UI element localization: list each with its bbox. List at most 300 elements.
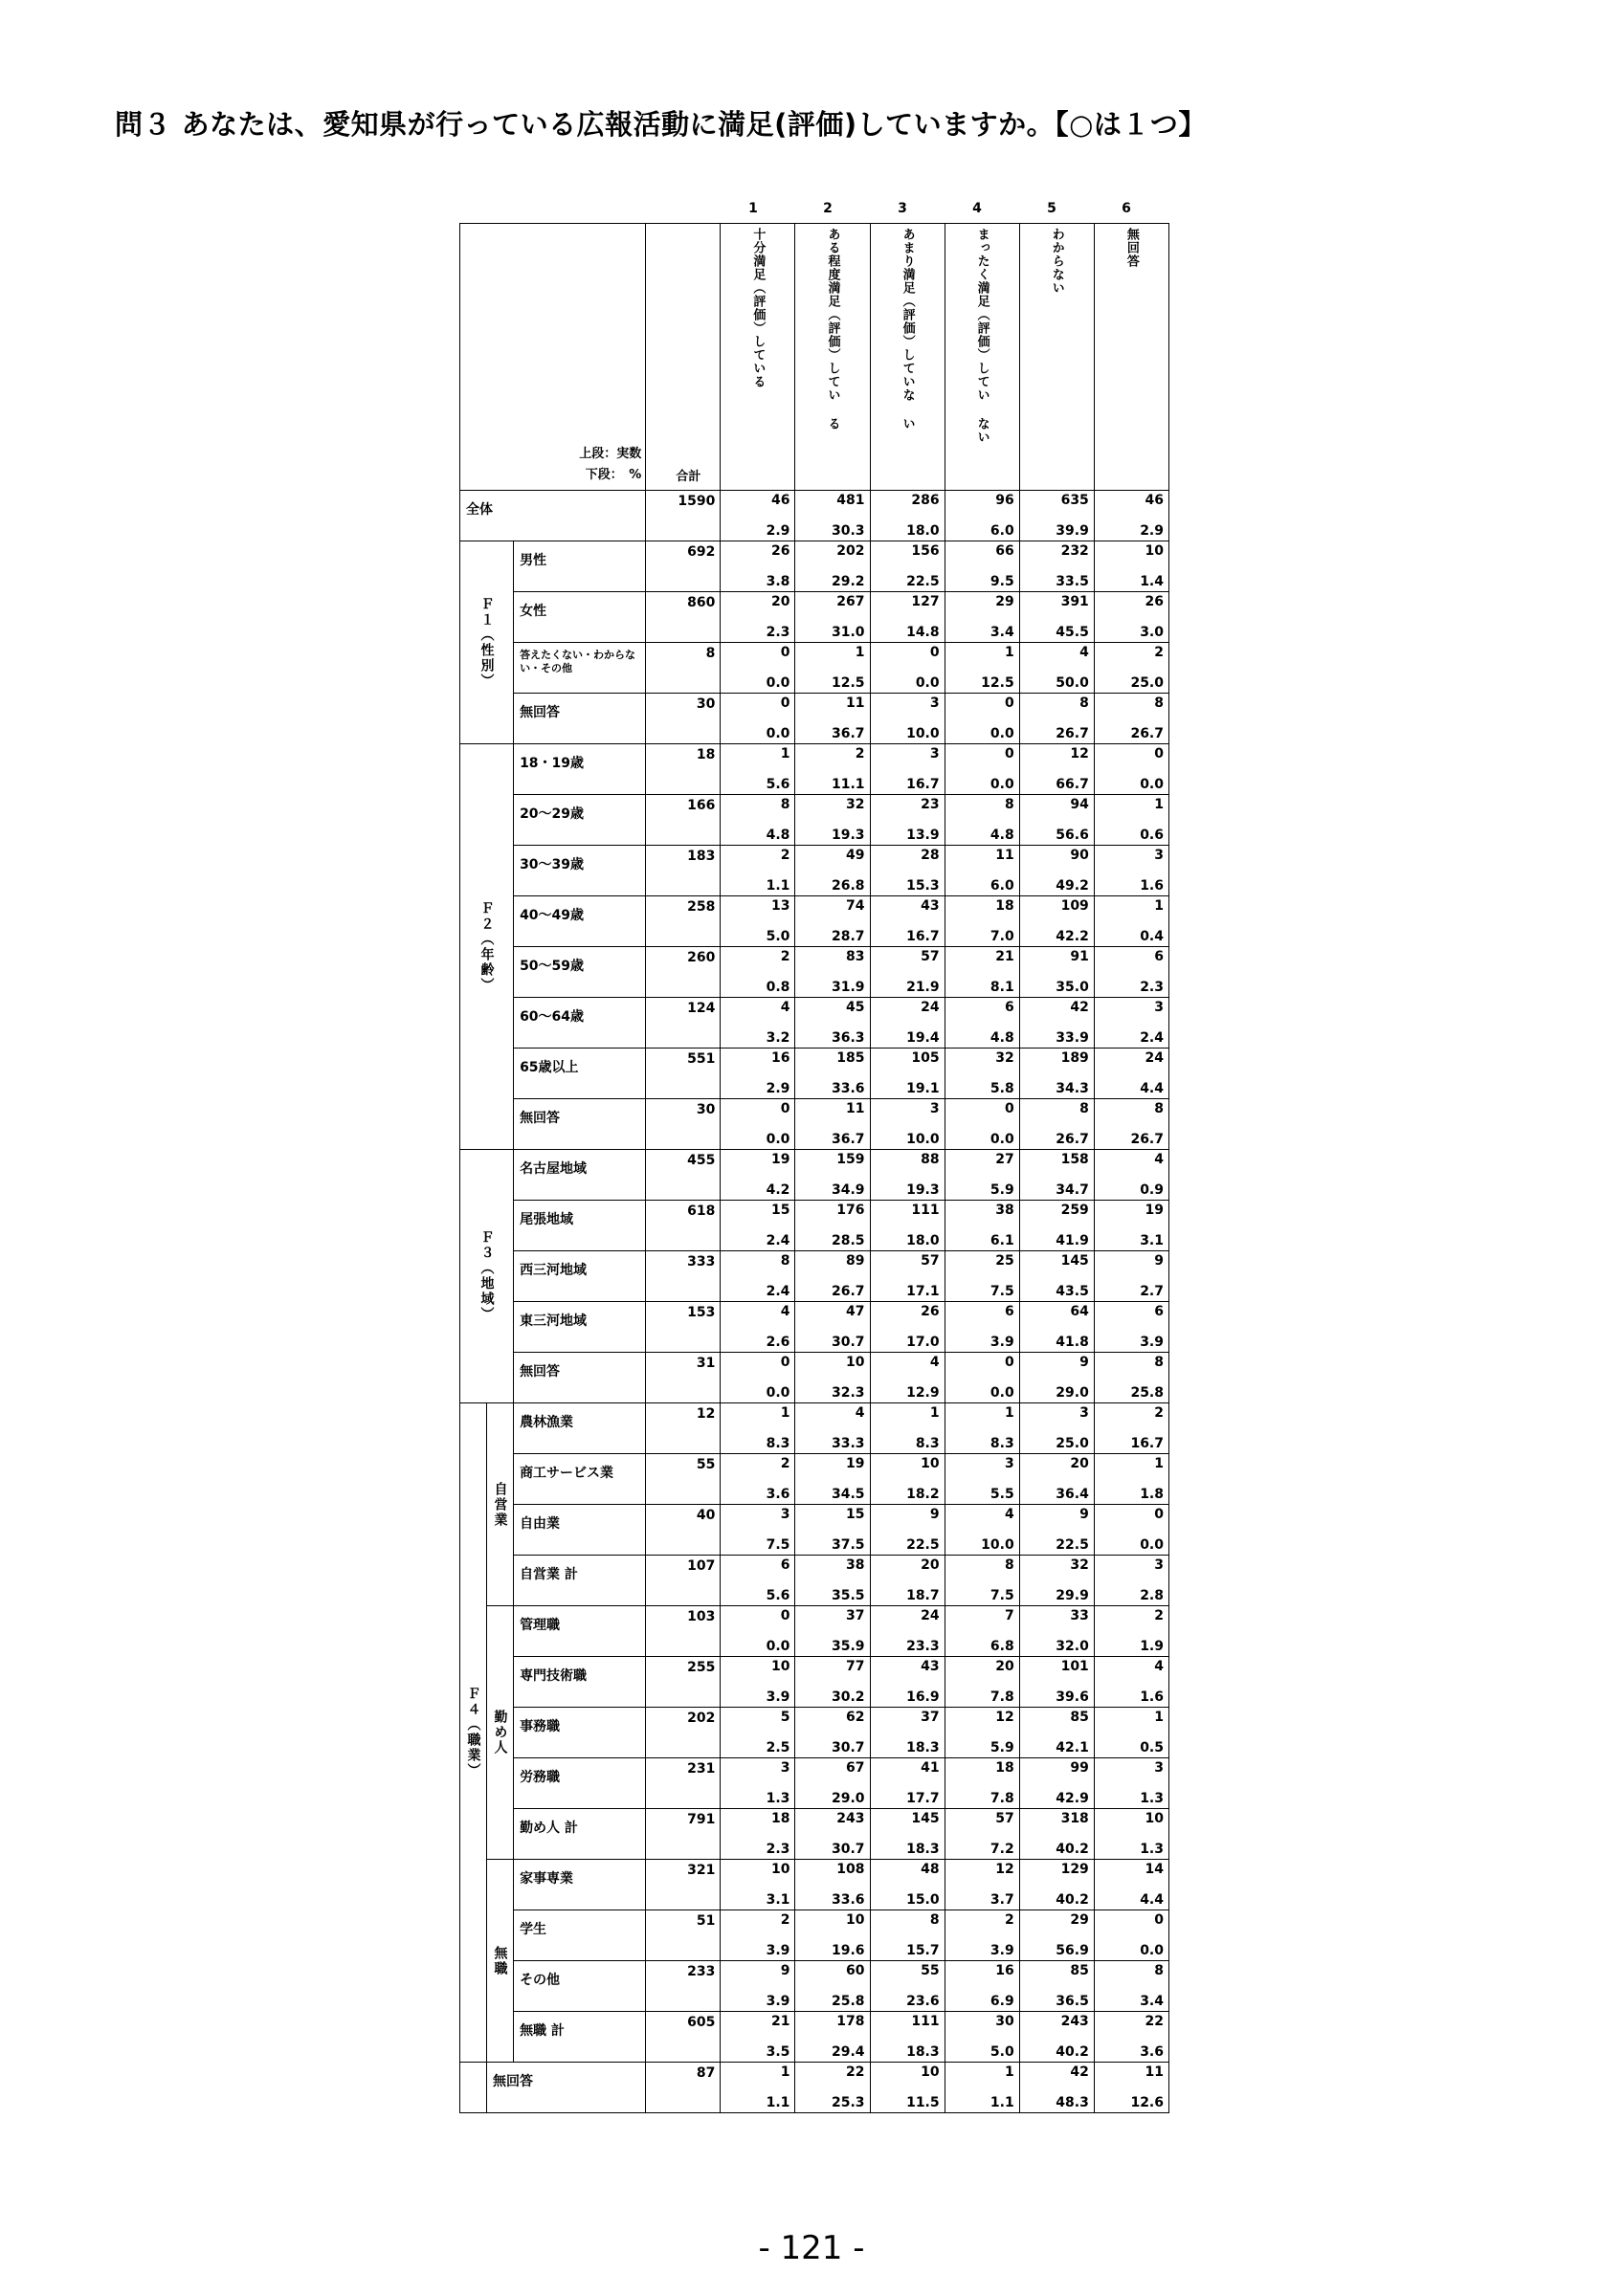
table-row [460,1556,1169,1606]
pct-value: 36.4 [1056,1487,1089,1502]
count-value: 74 [846,898,865,914]
row-label: 65歳以上 [520,1060,579,1075]
value-cell [1019,694,1094,744]
total-value: 791 [687,1812,716,1827]
total-cell [646,896,721,947]
count-value: 243 [1060,2014,1089,2029]
row-label: その他 [520,1973,561,1988]
pct-value: 3.9 [989,1943,1014,1958]
count-value: 1 [855,645,865,660]
pct-value: 18.2 [906,1487,940,1502]
count-value: 8 [1154,1101,1164,1116]
value-cell [945,541,1019,592]
value-pair [795,744,869,794]
count-value: 4 [1079,645,1089,660]
value-pair [1020,1910,1094,1960]
value-cell [795,491,870,541]
count-value: 4 [1004,1507,1014,1522]
value-pair [945,1049,1019,1098]
table-row [460,2012,1169,2063]
count-value: 11 [846,1101,865,1116]
total-value: 55 [696,1457,716,1472]
count-value: 202 [836,543,865,559]
pct-value: 8.3 [915,1436,940,1451]
count-value: 4 [780,1304,790,1319]
pct-value: 3.9 [766,1994,790,2009]
value-cell [945,1251,1019,1302]
count-value: 27 [995,1152,1014,1167]
group-label: Ｆ４（職業） [465,1687,481,1778]
count-value: 26 [921,1304,940,1319]
count-value: 11 [1145,2064,1164,2080]
pct-value: 31.0 [831,625,865,640]
value-cell [795,643,870,694]
table-row [460,1657,1169,1708]
value-cell [870,1758,945,1809]
count-value: 2 [780,1912,790,1928]
value-pair [1095,1099,1168,1149]
value-cell [870,1910,945,1961]
row-label-cell [514,541,646,592]
pct-value: 18.3 [906,1740,940,1755]
pct-value: 5.9 [989,1182,1014,1198]
row-label: 60～64歳 [520,1009,585,1025]
pct-value: 1.9 [1140,1639,1164,1654]
row-label-cell [514,1860,646,1910]
value-pair [945,1910,1019,1960]
row-label: 尾張地域 [520,1212,574,1227]
count-value: 20 [921,1557,940,1573]
value-cell [795,1961,870,2012]
value-cell [1019,1505,1094,1556]
count-value: 37 [846,1608,865,1623]
value-pair [721,2012,794,2062]
pct-value: 29.4 [831,2044,865,2060]
value-cell [795,2012,870,2063]
count-value: 49 [846,848,865,863]
value-pair [795,1454,869,1504]
value-cell [1019,947,1094,998]
pct-value: 22.5 [1056,1537,1089,1553]
pct-value: 3.1 [766,1892,790,1908]
pct-value: 25.0 [1130,675,1164,691]
pct-value: 31.9 [831,980,865,995]
pct-value: 10.0 [906,1132,940,1147]
value-cell [1094,896,1168,947]
group-label-cell [487,1403,514,1606]
pct-value: 22.5 [906,574,940,589]
pct-value: 0.0 [989,1132,1014,1147]
pct-value: 8.1 [989,980,1014,995]
header-total-cell [646,224,721,491]
pct-value: 17.0 [906,1335,940,1350]
table-row [460,1758,1169,1809]
value-pair [945,744,1019,794]
count-value: 10 [846,1355,865,1370]
value-cell [795,795,870,846]
count-value: 21 [995,949,1014,964]
count-value: 6 [1154,1304,1164,1319]
value-cell [945,795,1019,846]
pct-value: 18.3 [906,2044,940,2060]
count-value: 24 [921,1608,940,1623]
category-label: 十分満足（評価）している [750,228,766,388]
value-cell [870,1099,945,1150]
total-value: 12 [696,1406,716,1422]
value-pair [871,541,945,591]
value-cell [870,491,945,541]
value-pair [1095,1049,1168,1098]
value-cell [870,643,945,694]
total-cell [646,1758,721,1809]
value-cell [1094,1353,1168,1403]
count-value: 1 [1004,2064,1014,2080]
value-pair [795,1099,869,1149]
total-cell [646,1809,721,1860]
value-cell [1019,1860,1094,1910]
pct-value: 3.9 [766,1943,790,1958]
page-number: - 121 - [758,2229,865,2267]
value-pair [871,1758,945,1808]
pct-value: 0.5 [1140,1740,1164,1755]
count-value: 129 [1060,1862,1089,1877]
value-pair [945,1403,1019,1453]
value-cell [795,592,870,643]
value-pair [1020,694,1094,743]
count-value: 635 [1060,493,1089,508]
value-pair [945,1961,1019,2011]
total-value: 455 [687,1153,716,1168]
count-value: 26 [1145,594,1164,609]
row-label-cell [514,694,646,744]
value-pair [945,2012,1019,2062]
count-value: 20 [770,594,790,609]
value-pair [871,1860,945,1910]
group-label: 無職 [492,1945,508,1976]
count-value: 318 [1060,1811,1089,1826]
value-cell [1094,1302,1168,1353]
pct-value: 40.2 [1056,1842,1089,1857]
value-pair [795,1505,869,1555]
pct-value: 9.5 [989,574,1014,589]
count-value: 8 [1154,695,1164,711]
total-cell [646,694,721,744]
total-cell [646,1099,721,1150]
pct-value: 11.1 [831,777,865,792]
pct-value: 17.1 [906,1284,940,1299]
value-pair [871,592,945,642]
pct-value: 25.8 [831,1994,865,2009]
pct-value: 10.0 [981,1537,1014,1553]
value-cell [795,846,870,896]
pct-value: 0.9 [1140,1182,1164,1198]
value-pair [945,1302,1019,1352]
count-value: 1 [1154,898,1164,914]
value-cell [795,1302,870,1353]
total-value: 1590 [678,494,716,509]
value-cell [721,896,795,947]
count-value: 60 [846,1963,865,1978]
value-pair [795,643,869,693]
value-cell [870,1708,945,1758]
count-value: 3 [1004,1456,1014,1471]
pct-value: 5.9 [989,1740,1014,1755]
value-pair [1020,795,1094,845]
value-cell [945,1150,1019,1201]
total-value: 124 [687,1001,716,1016]
pct-value: 30.7 [831,1842,865,1857]
value-pair [721,1099,794,1149]
value-pair [1095,846,1168,895]
category-label: わからない [1049,228,1064,295]
row-label-cell [514,998,646,1049]
row-label: 答えたくない・わからない・その他 [520,649,636,674]
pct-value: 4.8 [766,828,790,843]
value-cell [795,947,870,998]
count-value: 5 [780,1710,790,1725]
value-pair [871,1606,945,1656]
count-value: 10 [921,2064,940,2080]
pct-value: 26.7 [831,1284,865,1299]
pct-value: 3.4 [1140,1994,1164,2009]
pct-value: 0.0 [915,675,940,691]
row-label: 40～49歳 [520,908,585,923]
value-pair [1095,1910,1168,1960]
count-value: 145 [911,1811,940,1826]
count-value: 29 [995,594,1014,609]
value-pair [721,846,794,895]
value-pair [795,1049,869,1098]
value-cell [1094,1251,1168,1302]
table-row [460,491,1169,541]
row-label: 20～29歳 [520,806,585,822]
pct-value: 5.8 [989,1081,1014,1096]
value-pair [871,1403,945,1453]
pct-value: 36.7 [831,1132,865,1147]
pct-value: 35.9 [831,1639,865,1654]
table-row [460,1860,1169,1910]
pct-value: 15.3 [906,878,940,894]
total-value: 860 [687,595,716,610]
pct-value: 2.3 [1140,980,1164,995]
value-pair [871,1505,945,1555]
row-label: 男性 [520,553,547,568]
value-cell [1019,1606,1094,1657]
pct-value: 1.1 [766,2095,790,2110]
question-title: 問３ あなたは、愛知県が行っている広報活動に満足(評価)していますか。【○は１つ】 [115,108,1207,141]
row-label: 農林漁業 [520,1415,574,1430]
pct-value: 0.4 [1140,929,1164,944]
count-value: 0 [780,1355,790,1370]
count-value: 38 [846,1557,865,1573]
value-pair [795,694,869,743]
pct-value: 5.5 [989,1487,1014,1502]
value-pair [721,1353,794,1402]
total-cell [646,1606,721,1657]
total-value: 87 [696,2065,716,2081]
count-value: 10 [1145,1811,1164,1826]
total-value: 321 [687,1863,716,1878]
value-cell [1094,2063,1168,2113]
value-pair [1095,1961,1168,2011]
pct-value: 7.8 [989,1689,1014,1705]
value-cell [1019,2063,1094,2113]
value-pair [1095,541,1168,591]
count-value: 3 [780,1507,790,1522]
value-cell [870,1251,945,1302]
count-value: 77 [846,1659,865,1674]
count-value: 20 [995,1659,1014,1674]
pct-value: 35.5 [831,1588,865,1603]
pct-value: 18.0 [906,1233,940,1248]
value-pair [945,1758,1019,1808]
value-cell [945,491,1019,541]
value-pair [1020,541,1094,591]
pct-value: 26.7 [1056,726,1089,741]
row-label-cell [487,2063,646,2113]
row-label-cell [460,491,646,541]
pct-value: 0.0 [766,1132,790,1147]
count-value: 4 [1154,1659,1164,1674]
total-cell [646,1302,721,1353]
count-value: 8 [1004,1557,1014,1573]
value-cell [721,1910,795,1961]
row-label-cell [514,1758,646,1809]
count-value: 33 [1070,1608,1089,1623]
count-value: 15 [846,1507,865,1522]
value-pair [945,998,1019,1048]
value-pair [871,947,945,997]
value-cell [945,694,1019,744]
count-value: 481 [836,493,865,508]
table-row [460,1454,1169,1505]
count-value: 24 [1145,1050,1164,1066]
total-cell [646,2012,721,2063]
count-value: 12 [1070,746,1089,762]
row-label-cell [514,1099,646,1150]
count-value: 1 [1004,645,1014,660]
table-row [460,1099,1169,1150]
value-cell [1019,1201,1094,1251]
pct-value: 56.6 [1056,828,1089,843]
pct-value: 3.9 [766,1689,790,1705]
count-value: 8 [1154,1963,1164,1978]
header-label-cell [460,224,646,491]
value-pair [945,1606,1019,1656]
value-cell [1019,795,1094,846]
count-value: 243 [836,1811,865,1826]
pct-value: 19.6 [831,1943,865,1958]
row-label: 家事専業 [520,1871,574,1887]
count-value: 156 [911,543,940,559]
value-pair [1020,1454,1094,1504]
value-pair [945,1556,1019,1605]
pct-value: 4.8 [989,828,1014,843]
count-value: 88 [921,1152,940,1167]
value-pair [1095,1403,1168,1453]
count-value: 91 [1070,949,1089,964]
pct-value: 7.8 [989,1791,1014,1806]
total-value: 103 [687,1609,716,1624]
value-pair [871,1201,945,1250]
value-pair [795,896,869,946]
count-value: 0 [1004,746,1014,762]
count-value: 2 [1154,645,1164,660]
total-cell [646,491,721,541]
count-value: 55 [921,1963,940,1978]
value-cell [1094,592,1168,643]
pct-value: 30.2 [831,1689,865,1705]
value-pair [871,1099,945,1149]
value-cell [1019,744,1094,795]
pct-value: 18.0 [906,523,940,539]
value-cell [721,491,795,541]
pct-value: 30.7 [831,1335,865,1350]
value-cell [1094,694,1168,744]
value-cell [1019,643,1094,694]
value-cell [1094,2012,1168,2063]
pct-value: 34.7 [1056,1182,1089,1198]
value-pair [795,1657,869,1707]
table-row [460,1353,1169,1403]
count-value: 0 [1154,746,1164,762]
value-cell [795,1809,870,1860]
value-pair [1095,998,1168,1048]
count-value: 3 [929,1101,940,1116]
value-pair [1020,1809,1094,1859]
value-cell [870,1556,945,1606]
row-label-cell [514,1657,646,1708]
value-pair [1020,1505,1094,1555]
pct-value: 32.0 [1056,1639,1089,1654]
value-pair [721,1809,794,1859]
value-cell [795,541,870,592]
count-value: 9 [1154,1253,1164,1269]
count-value: 15 [770,1203,790,1218]
count-value: 18 [995,898,1014,914]
value-pair [1020,2012,1094,2062]
table-row [460,694,1169,744]
count-value: 37 [921,1710,940,1725]
total-cell [646,1353,721,1403]
column-number: 1 [748,201,758,216]
value-pair [1020,1201,1094,1250]
count-value: 11 [846,695,865,711]
value-pair [721,998,794,1048]
count-value: 2 [1154,1608,1164,1623]
count-value: 6 [1154,949,1164,964]
pct-value: 2.9 [766,1081,790,1096]
pct-value: 3.8 [766,574,790,589]
pct-value: 0.8 [766,980,790,995]
count-value: 2 [855,746,865,762]
pct-value: 34.3 [1056,1081,1089,1096]
value-cell [870,2063,945,2113]
count-value: 57 [921,949,940,964]
value-pair [871,795,945,845]
value-pair [795,1302,869,1352]
total-cell [646,1201,721,1251]
count-value: 6 [1004,1000,1014,1015]
count-value: 57 [995,1811,1014,1826]
count-value: 1 [1154,1456,1164,1471]
pct-value: 43.5 [1056,1284,1089,1299]
value-pair [721,1556,794,1605]
pct-value: 4.2 [766,1182,790,1198]
pct-value: 49.2 [1056,878,1089,894]
total-value: 260 [687,950,716,965]
total-cell [646,592,721,643]
